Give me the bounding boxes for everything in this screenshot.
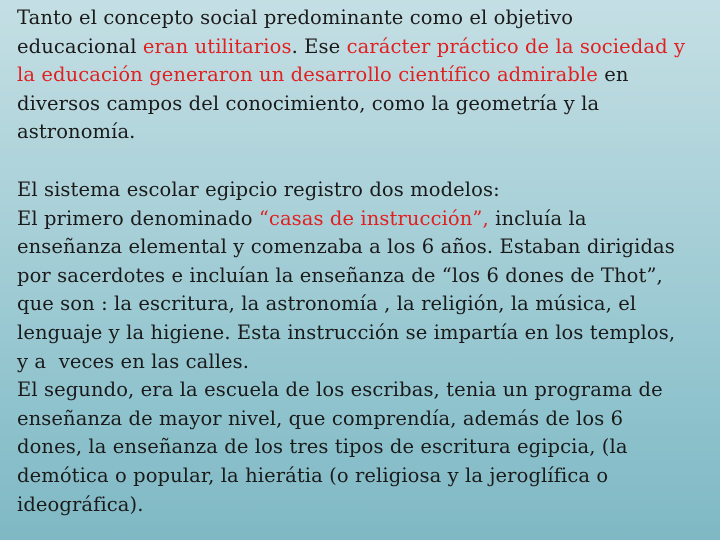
body-text: Tanto el concepto social predominante como el objetivo	[17, 6, 574, 29]
body-text: por sacerdotes e incluían la enseñanza de “los 6 dones de Thot”,	[17, 263, 663, 287]
text-line	[17, 405, 709, 434]
body-text: El sistema escolar egipcio registro dos modelos:	[17, 177, 500, 201]
body-text: astronomía.	[17, 120, 136, 144]
text-line	[17, 433, 709, 462]
body-text: El segundo, era la escuela de los escribas, tenia un programa de	[17, 378, 663, 402]
body-text: enseñanza de mayor nivel, que comprendía, además de los 6	[17, 406, 624, 430]
text-line	[17, 290, 709, 319]
text-line	[17, 205, 709, 234]
body-text: dones, la enseñanza de los tres tipos de escritura egipcia, (la	[17, 435, 628, 459]
body-text: educacional	[17, 34, 143, 58]
text-line	[17, 262, 709, 291]
body-text: diversos campos del conocimiento, como la geometría y la	[17, 91, 600, 115]
text-line	[17, 319, 709, 348]
text-line	[17, 61, 709, 90]
text-line	[17, 462, 709, 491]
paragraph-spacer	[17, 147, 709, 176]
body-text: demótica o popular, la hierátia (o religiosa y la jeroglífica o	[17, 463, 609, 487]
highlighted-text: eran utilitarios	[142, 34, 292, 58]
text-line	[17, 348, 709, 377]
school-systems-paragraph	[17, 176, 709, 519]
highlighted-text: carácter práctico de la sociedad y	[346, 34, 686, 58]
body-text: y a veces en las calles.	[17, 349, 250, 373]
highlighted-text: la educación generaron un desarrollo científico admirable	[17, 63, 598, 87]
text-line	[17, 491, 709, 520]
body-text: incluía la	[488, 206, 587, 230]
body-text: que son : la escritura, la astronomía , la religión, la música, el	[17, 292, 637, 316]
body-text: enseñanza elemental y comenzaba a los 6 años. Estaban dirigidas	[17, 235, 675, 259]
body-text: lenguaje y la higiene. Esta instrucción se impartía en los templos,	[17, 320, 676, 344]
body-text: en	[597, 63, 629, 87]
text-line	[17, 4, 709, 33]
text-line	[17, 233, 709, 262]
text-line	[17, 118, 709, 147]
body-text: ideográfica).	[17, 492, 144, 516]
text-line	[17, 376, 709, 405]
highlighted-text: “casas de instrucción”,	[258, 206, 489, 230]
text-line	[17, 90, 709, 119]
text-line	[17, 33, 709, 62]
body-text: . Ese	[291, 34, 347, 58]
text-line	[17, 176, 709, 205]
body-text: El primero denominado	[17, 206, 259, 230]
intro-paragraph	[17, 4, 709, 147]
slide-text-box	[17, 4, 709, 519]
